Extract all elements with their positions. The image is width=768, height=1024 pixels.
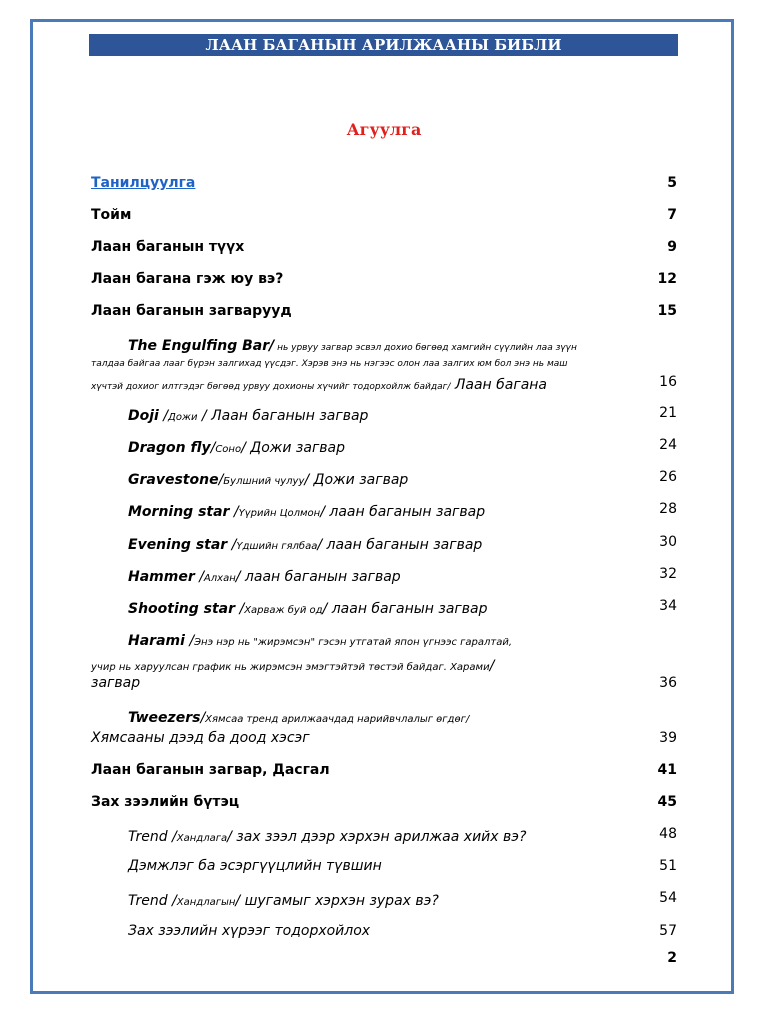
toc-entry-translation: Үдшийн гялбаа	[236, 541, 318, 552]
toc-entry-rest: Лаан багана	[450, 377, 548, 393]
toc-entry-term: The Engulfing Bar/	[128, 338, 275, 354]
toc-entry-rest: / лаан баганын загвар	[320, 504, 486, 520]
toc-entry-translation: Хандлага	[176, 833, 228, 844]
toc-entry-slash: /	[194, 569, 204, 585]
toc-entry-rest: / лаан баганын загвар	[235, 569, 401, 585]
toc-entry-slash: /	[158, 408, 169, 424]
toc-entry-rest: / шугамыг хэрхэн зурах вэ?	[235, 893, 439, 909]
toc-entry-title: Лаан багана гэж юу вэ?	[91, 271, 284, 287]
toc-page-number: 5	[667, 175, 677, 191]
toc-entry-translation: Булшний чулуу	[223, 476, 305, 487]
toc-entry-title: Лаан баганын түүх	[91, 239, 245, 255]
toc-entry-translation: Хандлагын	[176, 897, 236, 908]
toc-page-number: 45	[657, 794, 677, 810]
toc-entry-term: Trend /	[128, 893, 177, 909]
toc-page-number: 9	[667, 239, 677, 255]
toc-heading: Агуулга	[346, 120, 422, 139]
toc-entry-desc: Хямсаа тренд арилжаачдад нарийвчлалыг өгдөг/	[205, 714, 470, 725]
toc-entry-title: Тойм	[91, 207, 132, 223]
toc-entry-term: Morning star	[128, 504, 230, 520]
toc-page-number: 39	[659, 730, 677, 746]
toc-entry-title: Лаан баганын загвар, Дасгал	[91, 762, 330, 778]
toc-entry-term: Hammer	[128, 569, 195, 585]
toc-entry-rest: загвар	[91, 675, 141, 691]
toc-entry-term: Trend /	[128, 829, 177, 845]
toc-entry-slash: /	[184, 633, 195, 649]
toc-page-number: 28	[659, 501, 677, 517]
toc-page-number: 15	[657, 303, 677, 319]
toc-entry-translation: Дожи	[168, 412, 198, 423]
toc-entry-rest: / Дожи загвар	[304, 472, 409, 488]
toc-page-number: 51	[659, 858, 677, 874]
toc-entry-rest: Хямсааны дээд ба доод хэсэг	[91, 730, 310, 746]
document-banner: ЛААН БАГАНЫН АРИЛЖААНЫ БИБЛИ	[89, 34, 678, 56]
toc-entry-translation: Соно	[215, 444, 242, 455]
page-number: 2	[667, 950, 677, 966]
toc-entry-slash: /	[227, 537, 237, 553]
toc-entry-link[interactable]: Танилцуулга	[91, 175, 196, 191]
toc-page-number: 36	[659, 675, 677, 691]
toc-entry-term: Gravestone	[128, 472, 219, 488]
toc-entry-term: Evening star	[128, 537, 228, 553]
toc-page-number: 54	[659, 890, 677, 906]
toc-page-number: 34	[659, 598, 677, 614]
toc-entry-rest: / лаан баганын загвар	[317, 537, 483, 553]
toc-page-number: 30	[659, 534, 677, 550]
toc-entry-desc: талдаа байгаа лааг бүрэн залгихад үүсдэг. Хэрэв энэ нь нэгээс олон лаа залгих юм бол энэ нь маш	[91, 359, 568, 369]
toc-page-number: 7	[667, 207, 677, 223]
toc-entry-title: Зах зээлийн хүрээг тодорхойлох	[128, 923, 371, 939]
toc-entry-rest: / Дожи загвар	[241, 440, 346, 456]
toc-entry-term: Tweezers	[128, 710, 201, 726]
toc-entry-translation: Үүрийн Цолмон	[238, 508, 321, 519]
toc-entry-rest: / лаан баганын загвар	[322, 601, 488, 617]
toc-entry-slash: /	[489, 658, 495, 674]
toc-page-number: 16	[659, 374, 677, 390]
toc-entry-term: Dragon fly	[128, 440, 211, 456]
toc-entry-term: Harami	[128, 633, 185, 649]
toc-entry-title: Лаан баганын загварууд	[91, 303, 292, 319]
toc-page-number: 12	[657, 271, 677, 287]
toc-entry-slash: /	[235, 601, 245, 617]
toc-page-number: 41	[657, 762, 677, 778]
toc-entry-rest: / зах зээл дээр хэрхэн арилжаа хийх вэ?	[227, 829, 527, 845]
toc-entry-title: Дэмжлэг ба эсэргүүцлийн түвшин	[128, 858, 382, 874]
toc-page-number: 21	[659, 405, 677, 421]
toc-page-number: 24	[659, 437, 677, 453]
toc-entry-translation: Харваж буй од	[244, 605, 323, 616]
toc-page-number: 32	[659, 566, 677, 582]
toc-entry-title: Зах зээлийн бүтэц	[91, 794, 240, 810]
toc-entry-slash: /	[229, 504, 239, 520]
toc-page-number: 57	[659, 923, 677, 939]
toc-entry-term: Doji	[128, 408, 159, 424]
toc-entry-translation: Алхан	[203, 573, 236, 584]
toc-entry-slash: /	[200, 710, 206, 726]
toc-entry-desc: хүчтэй дохиог илтгэдэг бөгөөд урвуу дохионы хүчийг тодорхойлж байдаг/	[91, 382, 451, 392]
toc-entry-slash: /	[218, 472, 224, 488]
toc-entry-slash: /	[210, 440, 216, 456]
toc-page-number: 26	[659, 469, 677, 485]
toc-entry-term: Shooting star	[128, 601, 236, 617]
toc-entry-desc: учир нь харуулсан график нь жирэмсэн эмэгтэйтэй төстэй байдаг. Харами	[91, 662, 490, 673]
toc-entry-desc: Энэ нэр нь "жирэмсэн" гэсэн утгатай япон үгнээс гаралтай,	[194, 637, 513, 648]
toc-page-number: 48	[659, 826, 677, 842]
toc-entry-desc: нь урвуу загвар эсвэл дохио бөгөөд хамгийн сүүлийн лаа зүүн	[274, 343, 577, 353]
toc-entry-rest: / Лаан баганын загвар	[197, 408, 369, 424]
